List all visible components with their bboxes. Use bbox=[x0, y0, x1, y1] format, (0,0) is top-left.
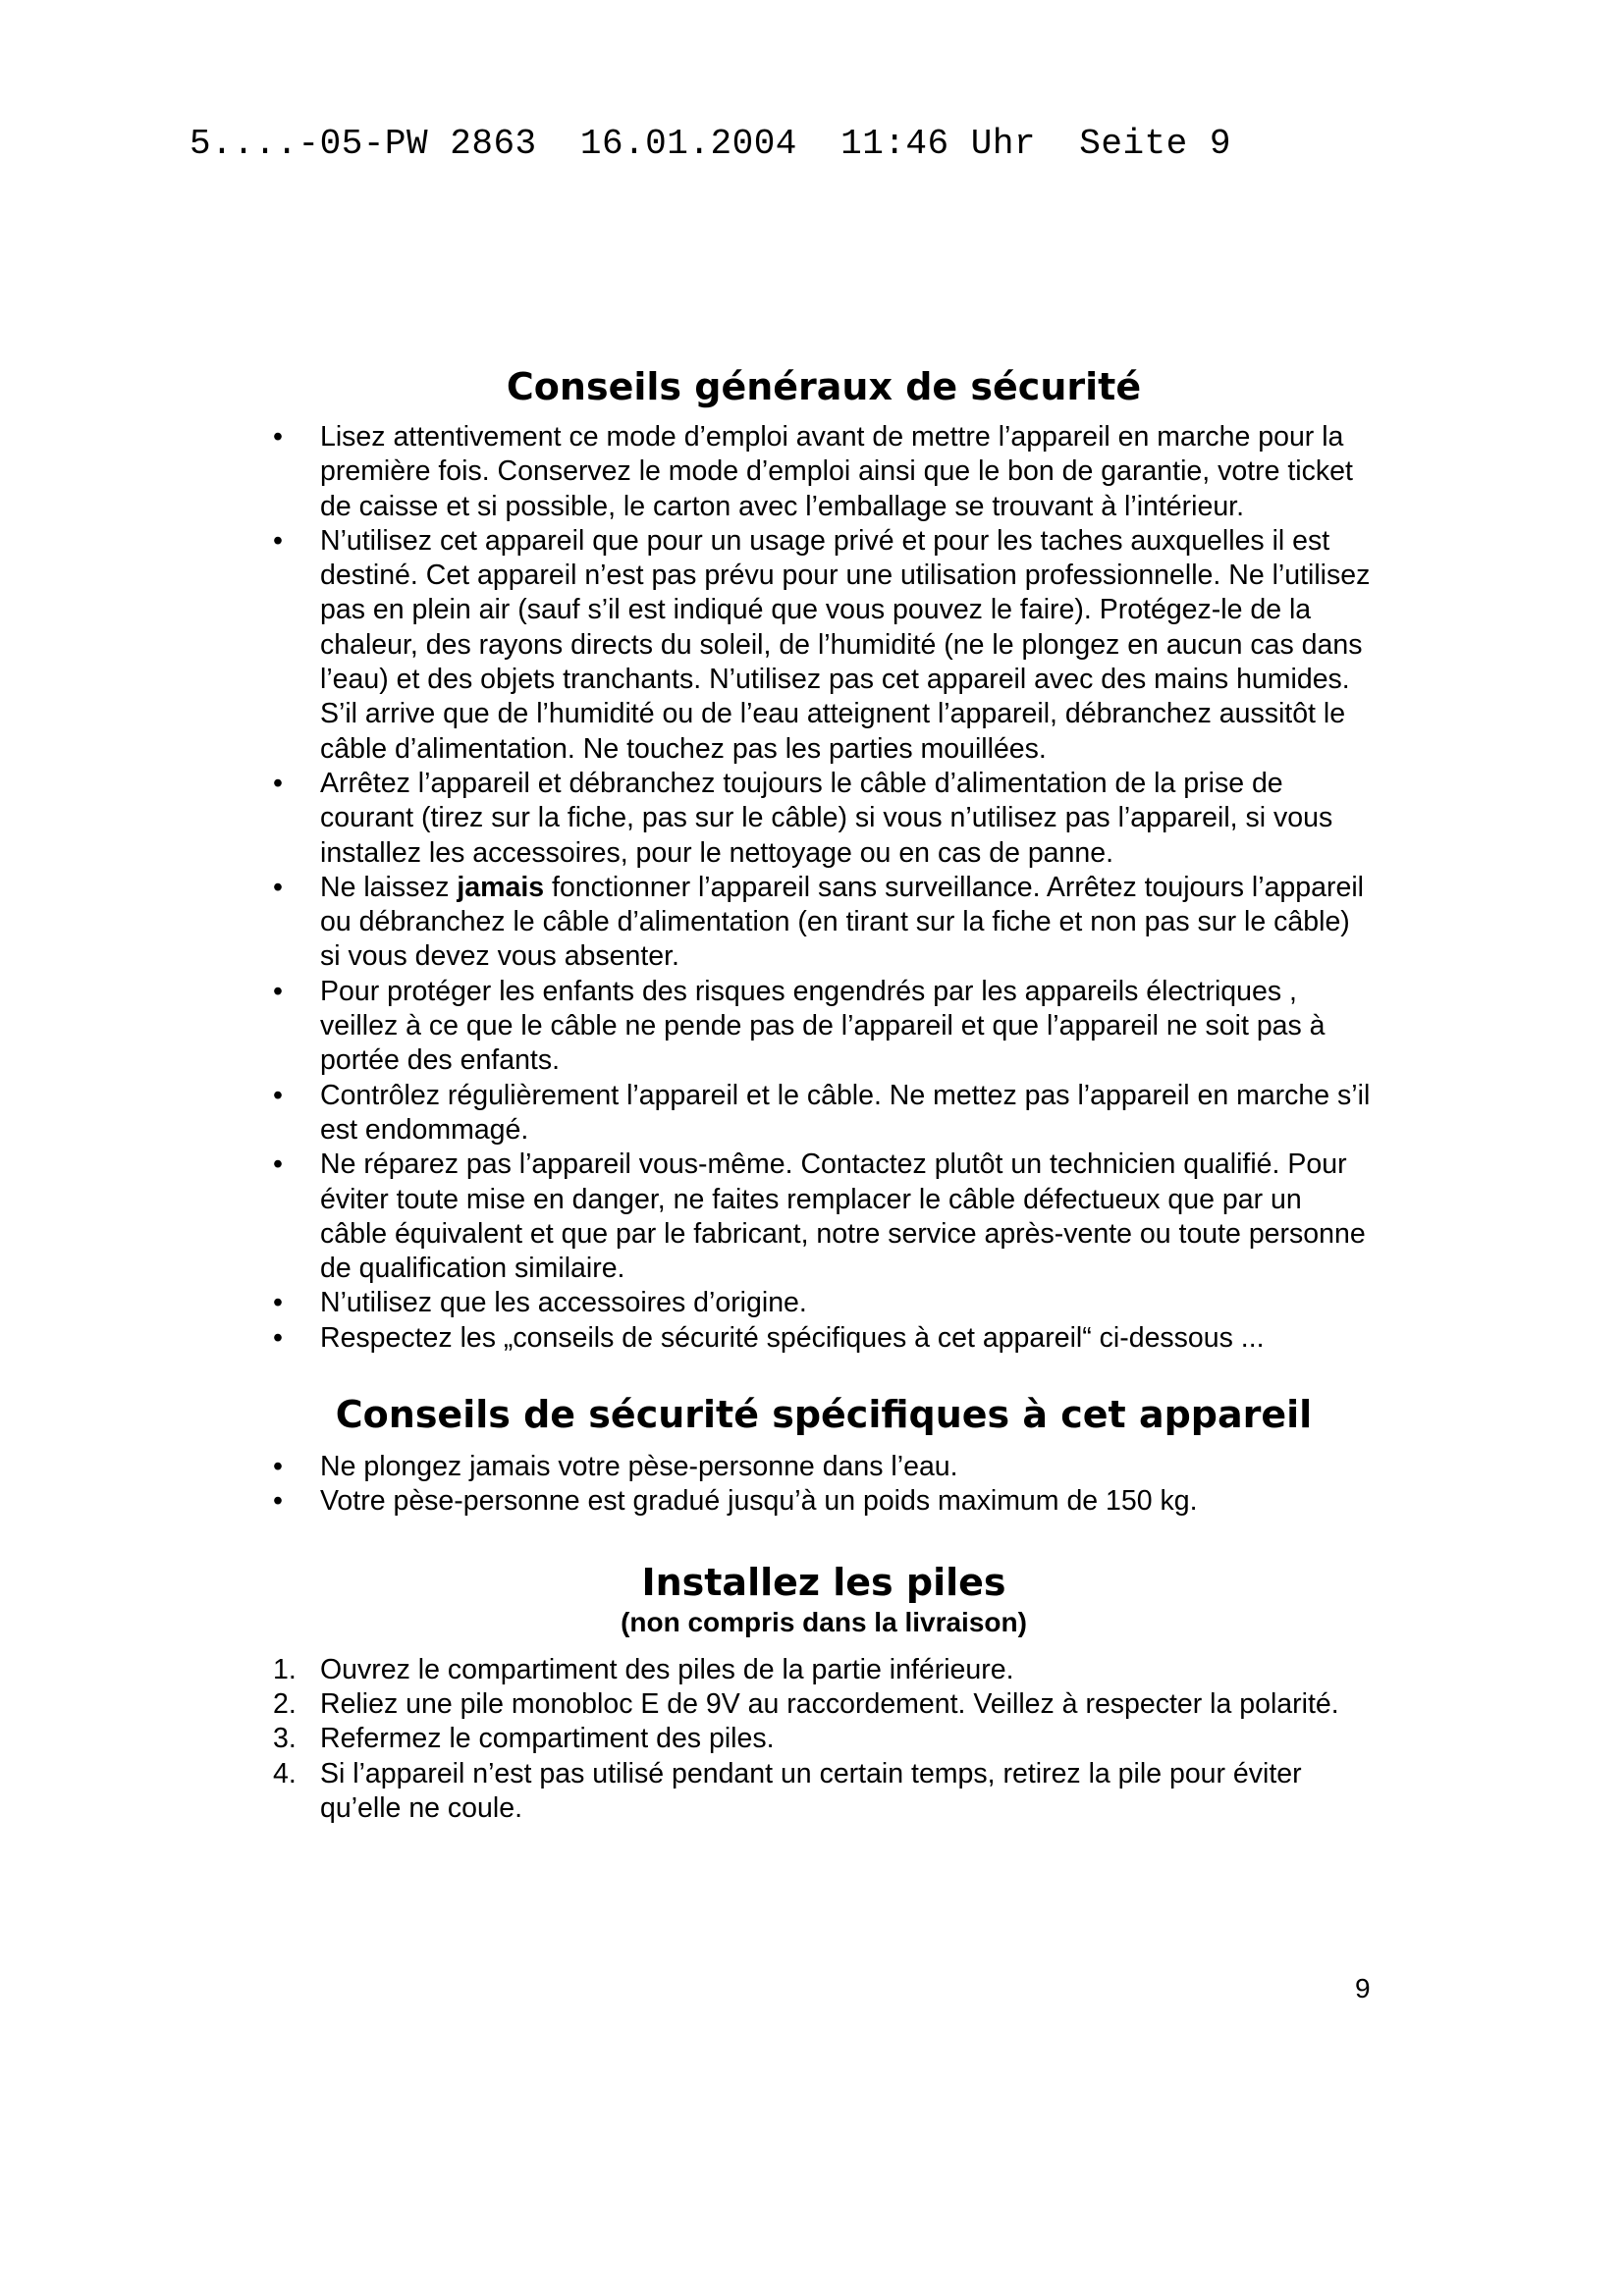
list-item: • N’utilisez que les accessoires d’origine. bbox=[273, 1286, 1375, 1320]
section-title-batteries: Installez les piles bbox=[641, 1560, 1006, 1604]
list-item: 3. Refermez le compartiment des piles. bbox=[273, 1723, 775, 1755]
page-number: 9 bbox=[1355, 1973, 1371, 2003]
list-item: • Lisez attentivement ce mode d’emploi avant de mettre l’appareil en marche pour la première fois. Conservez le mode d’emploi ainsi que le bon de garantie, votre ticket de caisse et si possible, le carton avec l’emballage se trouvant à l’intérieur. bbox=[273, 420, 1375, 524]
list-item: 4. Si l’appareil n’est pas utilisé pendant un certain temps, retirez la pile pour éviter qu’elle ne coule. bbox=[273, 1757, 1302, 1824]
list-item: • Arrêtez l’appareil et débranchez toujours le câble d’alimentation de la prise de courant (tirez sur la fiche, pas sur le câble) si vous n’utilisez pas l’appareil, si vous installez les accessoires, pour le nettoyage ou en cas de panne. bbox=[273, 767, 1375, 871]
list-item: 1. Ouvrez le compartiment des piles de la partie inférieure. bbox=[273, 1653, 1014, 1685]
page-content bbox=[273, 363, 1375, 1826]
list-item: • Ne laissez jamais fonctionner l’appareil sans surveillance. Arrêtez toujours l’appareil ou débranchez le câble d’alimentation (en tirant sur la fiche et non pas sur le câble) si vous devez vous absenter. bbox=[273, 871, 1375, 975]
list-item: • Respectez les „conseils de sécurité spécifiques à cet appareil“ ci-dessous ... bbox=[273, 1321, 1375, 1356]
list-item: • N’utilisez cet appareil que pour un usage privé et pour les taches auxquelles il est destiné. Cet appareil n’est pas prévu pour une utilisation professionnelle. Ne l’utilisez pas en plein air (sauf s’il est indiqué que vous pouvez le faire). Protégez-le de la chaleur, des rayons directs du soleil, de l’humidité (ne le plongez en aucun cas dans l’eau) et des objets tranchants. N’utilisez pas cet appareil avec des mains humides. S’il arrive que de l’humidité ou de l’eau atteignent l’appareil, débranchez aussitôt le câble d’alimentation. Ne touchez pas les parties mouillées. bbox=[273, 524, 1375, 767]
emphasis-jamais: jamais bbox=[457, 871, 545, 903]
battery-steps-list bbox=[273, 1653, 1375, 1826]
print-header: 5....-05-PW 2863 16.01.2004 11:46 Uhr Seite 9 bbox=[189, 124, 1231, 164]
section-subtitle-batteries: (non compris dans la livraison) bbox=[621, 1606, 1027, 1637]
section-title-specific-safety: Conseils de sécurité spécifiques à cet appareil bbox=[335, 1393, 1313, 1437]
general-safety-list bbox=[273, 420, 1375, 1356]
list-item: • Ne réparez pas l’appareil vous-même. Contactez plutôt un technicien qualifié. Pour éviter toute mise en danger, ne faites remplacer le câble défectueux que par un câble équivalent et que par le fabricant, notre service après-vente ou toute personne de qualification similaire. bbox=[273, 1148, 1375, 1286]
list-item: • Contrôlez régulièrement l’appareil et le câble. Ne mettez pas l’appareil en marche s’il est endommagé. bbox=[273, 1079, 1375, 1148]
list-item: • Votre pèse-personne est gradué jusqu’à un poids maximum de 150 kg. bbox=[273, 1484, 1375, 1519]
list-item: 2. Reliez une pile monobloc E de 9V au raccordement. Veillez à respecter la polarité. bbox=[273, 1687, 1339, 1720]
specific-safety-list bbox=[273, 1450, 1375, 1520]
section-title-general-safety: Conseils généraux de sécurité bbox=[506, 365, 1142, 408]
list-item: • Pour protéger les enfants des risques engendrés par les appareils électriques , veillez à ce que le câble ne pende pas de l’appareil et que l’appareil ne soit pas à portée des enfants. bbox=[273, 975, 1375, 1079]
list-item: • Ne plongez jamais votre pèse-personne dans l’eau. bbox=[273, 1450, 1375, 1484]
